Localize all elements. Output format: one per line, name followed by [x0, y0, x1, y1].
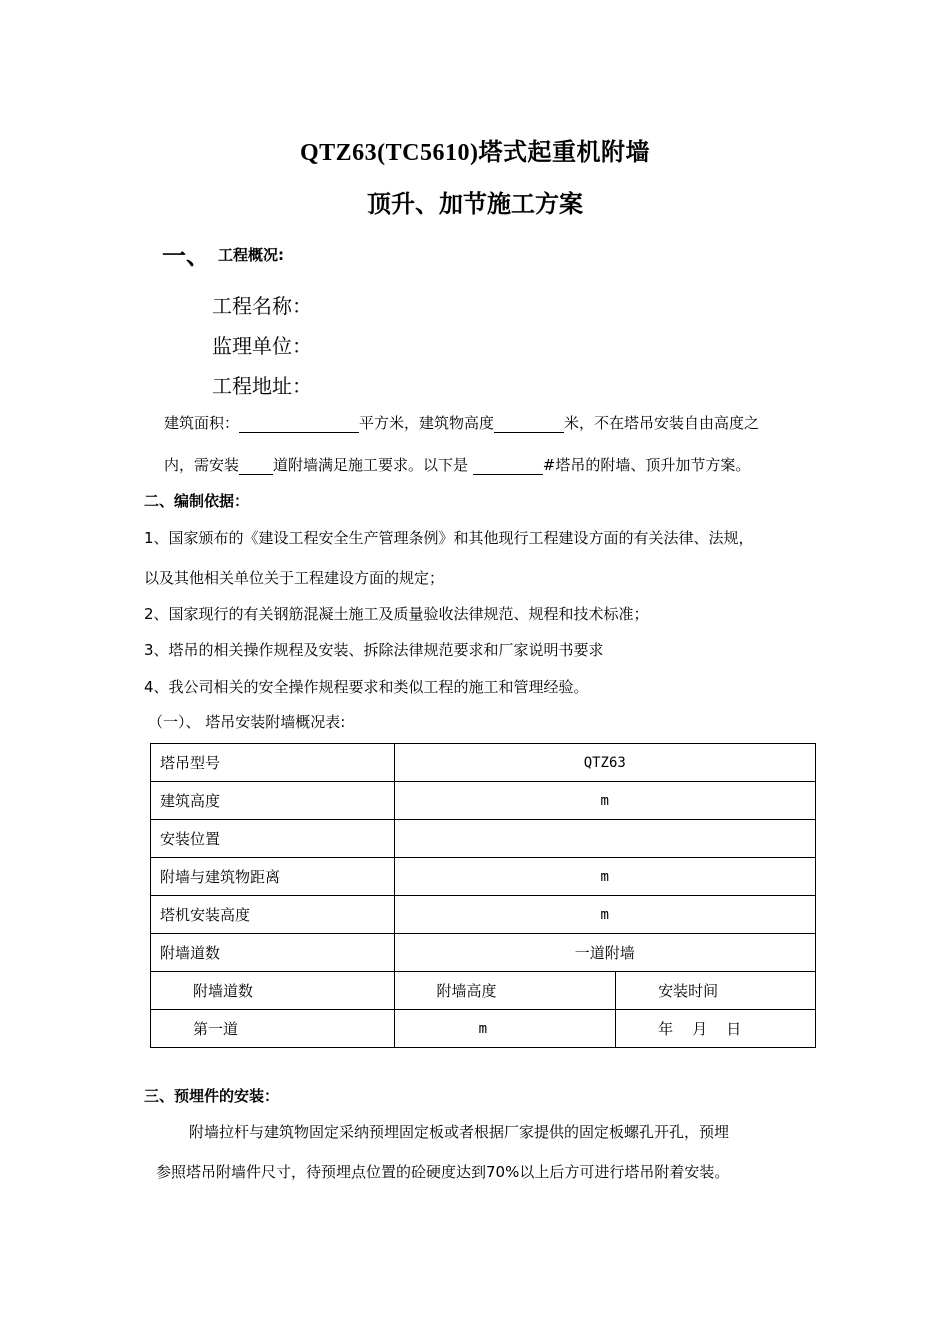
overview-text-f: #塔吊的附墙、顶升加节方案。	[542, 456, 751, 474]
table-row	[151, 896, 816, 934]
overview-text-d: 内，需安装	[164, 456, 240, 474]
table-row	[151, 744, 816, 782]
supervisor-label: 监理单位：	[212, 334, 312, 358]
table-row	[151, 934, 816, 972]
row-label: 塔机安装高度	[151, 896, 395, 934]
height-blank	[494, 416, 564, 433]
row-value: m	[394, 896, 815, 934]
section2-heading: 二、编制依据：	[144, 492, 250, 510]
project-address-label: 工程地址：	[212, 374, 312, 398]
subheader-count: 附墙道数	[151, 972, 395, 1010]
section1-label: 工程概况:	[218, 246, 284, 264]
section3-paragraph-line1: 附墙拉杆与建筑物固定采纳预埋固定板或者根据厂家提供的固定板螺孔开孔，预埋	[189, 1123, 730, 1141]
subheader-time: 安装时间	[616, 972, 816, 1010]
crane-info-table	[150, 743, 816, 1048]
row-value: QTZ63	[394, 744, 815, 782]
basis-item-1: 1、国家颁布的《建设工程安全生产管理条例》和其他现行工程建设方面的有关法律、法规，	[144, 529, 754, 547]
first-wall-label: 第一道	[151, 1010, 395, 1048]
table-row	[151, 858, 816, 896]
row-label: 安装位置	[151, 820, 395, 858]
row-label: 建筑高度	[151, 782, 395, 820]
section1-heading	[162, 236, 284, 271]
table-caption: （一）、 塔吊安装附墙概况表:	[148, 713, 346, 731]
overview-text-b: 平方米，建筑物高度	[359, 414, 495, 432]
row-value: m	[394, 858, 815, 896]
table-row	[151, 820, 816, 858]
first-wall-time: 年 月 日	[616, 1010, 816, 1048]
basis-item-2: 2、国家现行的有关钢筋混凝土施工及质量验收法律规范、规程和技术标准；	[144, 605, 649, 623]
overview-text-a: 建筑面积：	[164, 414, 240, 432]
basis-item-4: 4、我公司相关的安全操作规程要求和类似工程的施工和管理经验。	[144, 678, 589, 696]
section3-heading: 三、预埋件的安装：	[144, 1087, 280, 1105]
document-title-line2: 顶升、加节施工方案	[367, 190, 583, 218]
document-title-line1: QTZ63(TC5610)塔式起重机附墙	[299, 140, 650, 166]
basis-item-1-cont: 以及其他相关单位关于工程建设方面的规定；	[144, 569, 445, 587]
section3-paragraph-line2: 参照塔吊附墙件尺寸，待预埋点位置的砼硬度达到70%以上后方可进行塔吊附着安装。	[156, 1163, 730, 1181]
overview-line2	[164, 454, 750, 475]
count-blank	[239, 458, 273, 475]
overview-line1	[164, 412, 759, 433]
basis-item-3: 3、塔吊的相关操作规程及安装、拆除法律规范要求和厂家说明书要求	[144, 641, 604, 659]
table-row	[151, 782, 816, 820]
crane-number-blank	[473, 458, 543, 475]
row-value: 一道附墙	[394, 934, 815, 972]
subheader-height: 附墙高度	[394, 972, 616, 1010]
row-label: 塔吊型号	[151, 744, 395, 782]
area-blank	[239, 416, 359, 433]
table-subheader-row	[151, 972, 816, 1010]
row-label: 附墙与建筑物距离	[151, 858, 395, 896]
overview-text-c: 米，不在塔吊安装自由高度之	[564, 414, 760, 432]
row-value: m	[394, 782, 815, 820]
project-name-label: 工程名称：	[212, 294, 312, 318]
overview-text-e: 道附墙满足施工要求。以下是	[273, 456, 473, 474]
row-value	[394, 820, 815, 858]
first-wall-height: m	[394, 1010, 616, 1048]
row-label: 附墙道数	[151, 934, 395, 972]
table-row	[151, 1010, 816, 1048]
section1-number: 一、	[162, 242, 210, 270]
